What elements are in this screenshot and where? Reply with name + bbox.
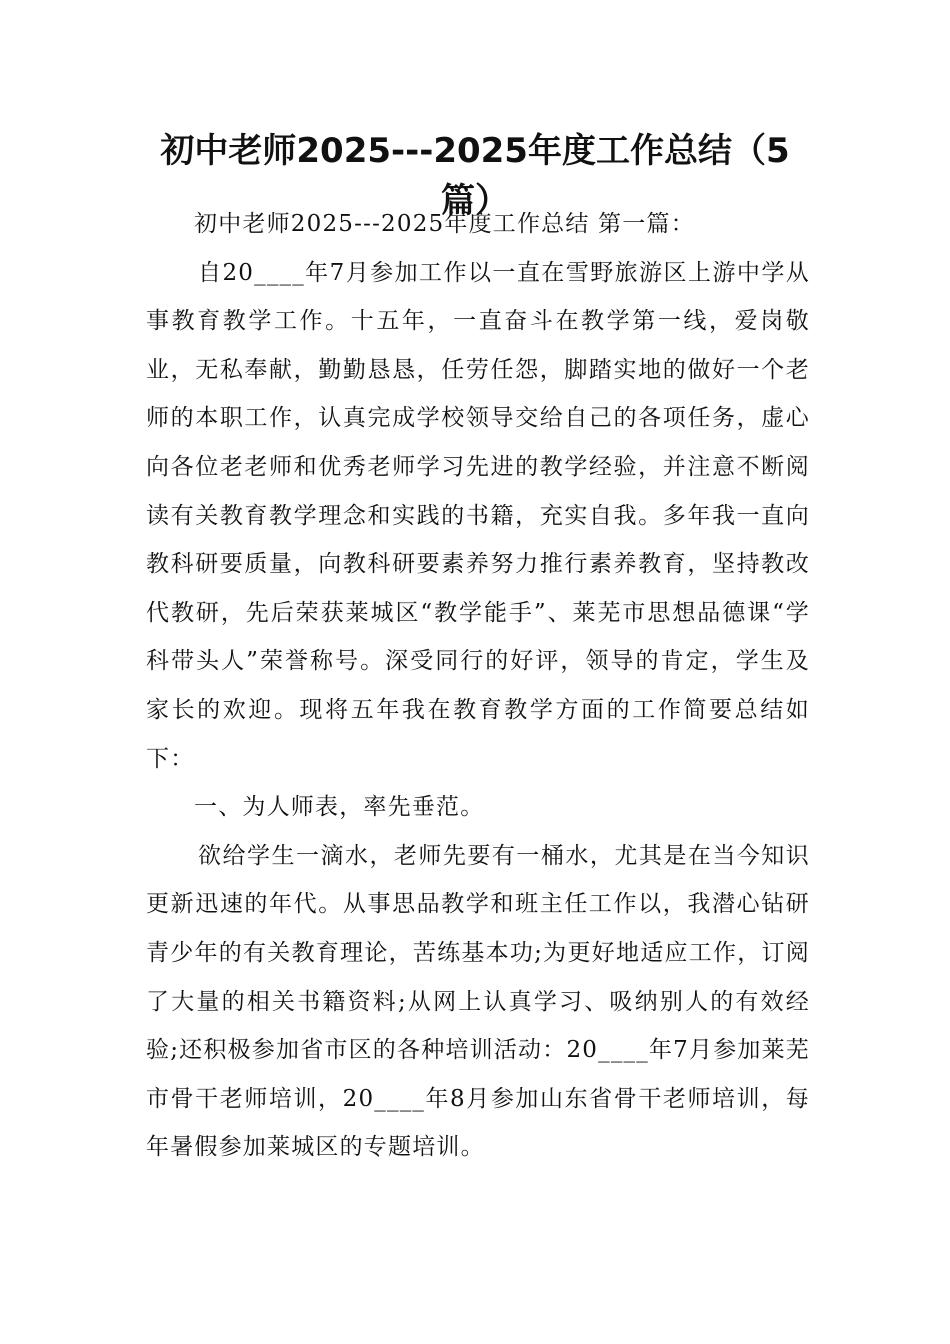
document-title: 初中老师2025---2025年度工作总结（5篇） — [160, 131, 790, 221]
section-heading: 初中老师2025---2025年度工作总结 第一篇： — [194, 211, 695, 237]
paragraph: 自20____年7月参加工作以一直在雪野旅游区上游中学从事教育教学工作。十五年，一直奋斗在教学第一线，爱岗敬业，无私奉献，勤勤恳恳，任劳任怨，脚踏实地的做好一个老师的本职工作，认真完成学校领导交给自己的各项任务，虚心向各位老老师和优秀老师学习先进的教学经验，并注意不断阅读有关教育教学理念和实践的书籍，充实自我。多年我一直向教科研要质量，向教科研要素养努力推行素养教育，坚持教改代教研，先后荣获莱城区“教学能手”、莱芜市思想品德课“学科带头人”荣誉称号。深受同行的好评，领导的肯定，学生及家长的欢迎。现将五年我在教育教学方面的工作简要总结如下： — [146, 259, 810, 772]
subsection-heading: 一、为人师表，率先垂范。 — [194, 794, 485, 821]
document-body — [146, 200, 810, 1172]
paragraph: 欲给学生一滴水，老师先要有一桶水，尤其是在当今知识更新迅速的年代。从事思品教学和班主任工作以，我潜心钻研青少年的有关教育理论，苦练基本功;为更好地适应工作，订阅了大量的相关书籍资料;从网上认真学习、吸纳别人的有效经验;还积极参加省市区的各种培训活动：20____年7月参加莱芜市骨干老师培训，20____年8月参加山东省骨干老师培训，每年暑假参加莱城区的专题培训。 — [146, 842, 810, 1161]
